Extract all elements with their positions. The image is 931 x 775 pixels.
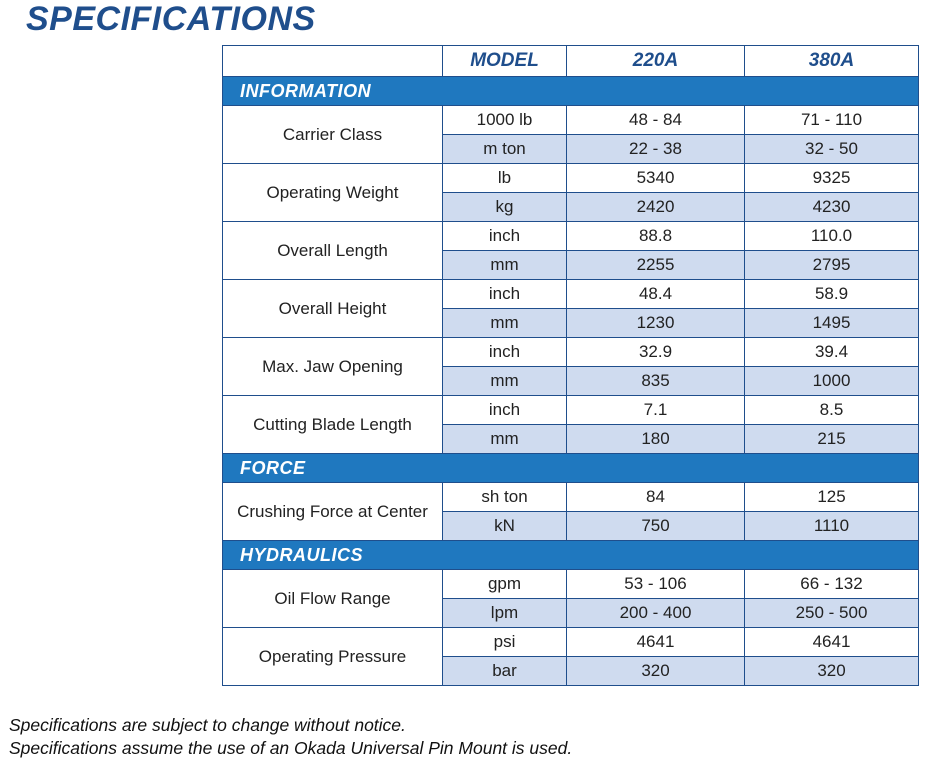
value-cell-220a: 5340 (567, 164, 745, 193)
value-cell-220a: 835 (567, 367, 745, 396)
unit-cell: lb (443, 164, 567, 193)
spec-label-overall-length: Overall Length (223, 222, 443, 280)
value-cell-380a: 1110 (745, 512, 919, 541)
value-cell-220a: 7.1 (567, 396, 745, 425)
value-cell-380a: 58.9 (745, 280, 919, 309)
unit-cell: mm (443, 309, 567, 338)
spec-label-overall-height: Overall Height (223, 280, 443, 338)
spec-label-max-jaw-opening: Max. Jaw Opening (223, 338, 443, 396)
spec-label-cutting-blade-length: Cutting Blade Length (223, 396, 443, 454)
value-cell-380a: 110.0 (745, 222, 919, 251)
value-cell-380a: 4641 (745, 628, 919, 657)
unit-cell: 1000 lb (443, 106, 567, 135)
page-title: SPECIFICATIONS (26, 0, 316, 38)
unit-cell: inch (443, 396, 567, 425)
value-cell-220a: 32.9 (567, 338, 745, 367)
value-cell-380a: 4230 (745, 193, 919, 222)
footnote-2: Specifications assume the use of an Okada Universal Pin Mount is used. (9, 738, 573, 758)
header-row (223, 46, 919, 77)
section-row-force (223, 454, 919, 483)
value-cell-220a: 84 (567, 483, 745, 512)
model-220a-header: 220A (567, 46, 745, 77)
unit-cell: inch (443, 280, 567, 309)
spec-label-crushing-force-at-center: Crushing Force at Center (223, 483, 443, 541)
value-cell-220a: 48.4 (567, 280, 745, 309)
section-header: INFORMATION (223, 77, 919, 106)
unit-cell: sh ton (443, 483, 567, 512)
table-row (223, 396, 919, 425)
spec-label-oil-flow-range: Oil Flow Range (223, 570, 443, 628)
value-cell-220a: 750 (567, 512, 745, 541)
unit-cell: lpm (443, 599, 567, 628)
value-cell-380a: 2795 (745, 251, 919, 280)
value-cell-220a: 1230 (567, 309, 745, 338)
table-row (223, 222, 919, 251)
unit-cell: inch (443, 338, 567, 367)
spec-label-operating-pressure: Operating Pressure (223, 628, 443, 686)
value-cell-220a: 53 - 106 (567, 570, 745, 599)
value-cell-380a: 32 - 50 (745, 135, 919, 164)
table-row (223, 570, 919, 599)
unit-cell: psi (443, 628, 567, 657)
value-cell-380a: 320 (745, 657, 919, 686)
value-cell-380a: 125 (745, 483, 919, 512)
unit-cell: mm (443, 251, 567, 280)
value-cell-380a: 9325 (745, 164, 919, 193)
spec-label-operating-weight: Operating Weight (223, 164, 443, 222)
spec-label-carrier-class: Carrier Class (223, 106, 443, 164)
value-cell-220a: 88.8 (567, 222, 745, 251)
value-cell-380a: 39.4 (745, 338, 919, 367)
value-cell-220a: 48 - 84 (567, 106, 745, 135)
unit-cell: kN (443, 512, 567, 541)
value-cell-380a: 8.5 (745, 396, 919, 425)
footnote-1: Specifications are subject to change without notice. (9, 715, 406, 735)
spec-table (222, 45, 919, 686)
table-row (223, 483, 919, 512)
table-row (223, 338, 919, 367)
value-cell-220a: 4641 (567, 628, 745, 657)
table-row (223, 106, 919, 135)
value-cell-380a: 215 (745, 425, 919, 454)
value-cell-380a: 66 - 132 (745, 570, 919, 599)
value-cell-220a: 180 (567, 425, 745, 454)
unit-cell: m ton (443, 135, 567, 164)
section-row-hydraulics (223, 541, 919, 570)
table-row (223, 628, 919, 657)
section-header: FORCE (223, 454, 919, 483)
unit-cell: inch (443, 222, 567, 251)
model-380a-header: 380A (745, 46, 919, 77)
value-cell-220a: 22 - 38 (567, 135, 745, 164)
value-cell-220a: 2420 (567, 193, 745, 222)
table-row (223, 280, 919, 309)
value-cell-380a: 1495 (745, 309, 919, 338)
value-cell-380a: 1000 (745, 367, 919, 396)
header-blank-cell (223, 46, 443, 77)
value-cell-220a: 2255 (567, 251, 745, 280)
value-cell-220a: 320 (567, 657, 745, 686)
section-header: HYDRAULICS (223, 541, 919, 570)
section-row-information (223, 77, 919, 106)
value-cell-220a: 200 - 400 (567, 599, 745, 628)
unit-cell: bar (443, 657, 567, 686)
value-cell-380a: 250 - 500 (745, 599, 919, 628)
spec-table-body (223, 46, 919, 686)
unit-cell: gpm (443, 570, 567, 599)
unit-cell: mm (443, 425, 567, 454)
footnotes (9, 714, 572, 760)
value-cell-380a: 71 - 110 (745, 106, 919, 135)
unit-cell: mm (443, 367, 567, 396)
table-row (223, 164, 919, 193)
unit-cell: kg (443, 193, 567, 222)
model-label: MODEL (443, 46, 567, 77)
